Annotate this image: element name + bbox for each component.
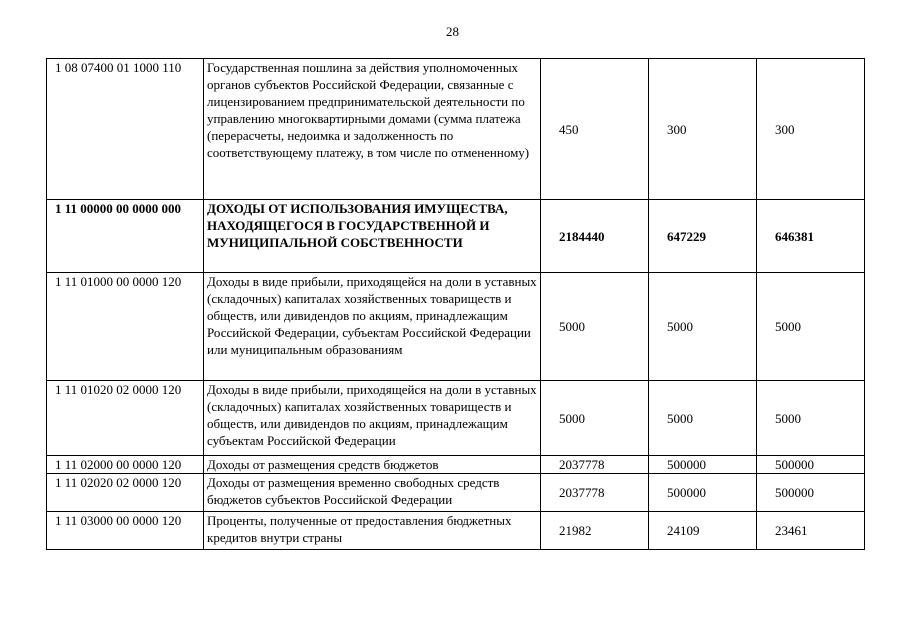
row-name: Доходы в виде прибыли, приходящейся на доли в уставных (складочных) капиталах хозяйственных товариществ и обществ, или дивидендов по акциям, принадлежащим субъектам Российской Федерации xyxy=(204,381,541,456)
row-name: Проценты, полученные от предоставления бюджетных кредитов внутри страны xyxy=(204,512,541,550)
row-value-3: 300 xyxy=(757,59,865,200)
row-name: ДОХОДЫ ОТ ИСПОЛЬЗОВАНИЯ ИМУЩЕСТВА, НАХОДЯЩЕГОСЯ В ГОСУДАРСТВЕННОЙ И МУНИЦИПАЛЬНОЙ СОБСТВЕННОСТИ xyxy=(204,200,541,273)
row-value-1: 2037778 xyxy=(541,474,649,512)
row-code: 1 11 02000 00 0000 120 xyxy=(47,456,204,474)
row-value-2: 5000 xyxy=(649,381,757,456)
table-row xyxy=(47,273,865,381)
row-value-1: 2184440 xyxy=(541,200,649,273)
row-name: Доходы в виде прибыли, приходящейся на доли в уставных (складочных) капиталах хозяйственных товариществ и обществ, или дивидендов по акциям, принадлежащим Российской Федерации, субъектам Российской Федерации или муниципальным образованиям xyxy=(204,273,541,381)
row-code: 1 11 01020 02 0000 120 xyxy=(47,381,204,456)
table-row xyxy=(47,59,865,200)
row-value-2: 500000 xyxy=(649,474,757,512)
budget-revenue-table xyxy=(46,58,865,550)
row-value-2: 5000 xyxy=(649,273,757,381)
row-value-1: 450 xyxy=(541,59,649,200)
row-name: Доходы от размещения временно свободных средств бюджетов субъектов Российской Федерации xyxy=(204,474,541,512)
row-value-1: 5000 xyxy=(541,273,649,381)
table-row xyxy=(47,381,865,456)
row-value-3: 646381 xyxy=(757,200,865,273)
row-code: 1 11 01000 00 0000 120 xyxy=(47,273,204,381)
row-code: 1 11 03000 00 0000 120 xyxy=(47,512,204,550)
row-code: 1 08 07400 01 1000 110 xyxy=(47,59,204,200)
row-value-1: 5000 xyxy=(541,381,649,456)
page-number: 28 xyxy=(446,24,459,39)
table-row xyxy=(47,456,865,474)
row-value-2: 647229 xyxy=(649,200,757,273)
row-name: Государственная пошлина за действия уполномоченных органов субъектов Российской Федерации, связанные с лицензированием предпринимательской деятельности по управлению многоквартирными домами (сумма платежа (перерасчеты, недоимка и задолженность по соответствующему платежу, в том числе по отмененному) xyxy=(204,59,541,200)
row-code: 1 11 00000 00 0000 000 xyxy=(47,200,204,273)
table-row xyxy=(47,474,865,512)
row-value-2: 24109 xyxy=(649,512,757,550)
row-value-3: 23461 xyxy=(757,512,865,550)
row-value-2: 300 xyxy=(649,59,757,200)
row-name: Доходы от размещения средств бюджетов xyxy=(204,456,541,474)
row-value-2: 500000 xyxy=(649,456,757,474)
row-value-3: 500000 xyxy=(757,456,865,474)
row-code: 1 11 02020 02 0000 120 xyxy=(47,474,204,512)
table-row xyxy=(47,512,865,550)
row-value-3: 5000 xyxy=(757,273,865,381)
row-value-1: 21982 xyxy=(541,512,649,550)
table-row xyxy=(47,200,865,273)
row-value-1: 2037778 xyxy=(541,456,649,474)
row-value-3: 5000 xyxy=(757,381,865,456)
row-value-3: 500000 xyxy=(757,474,865,512)
